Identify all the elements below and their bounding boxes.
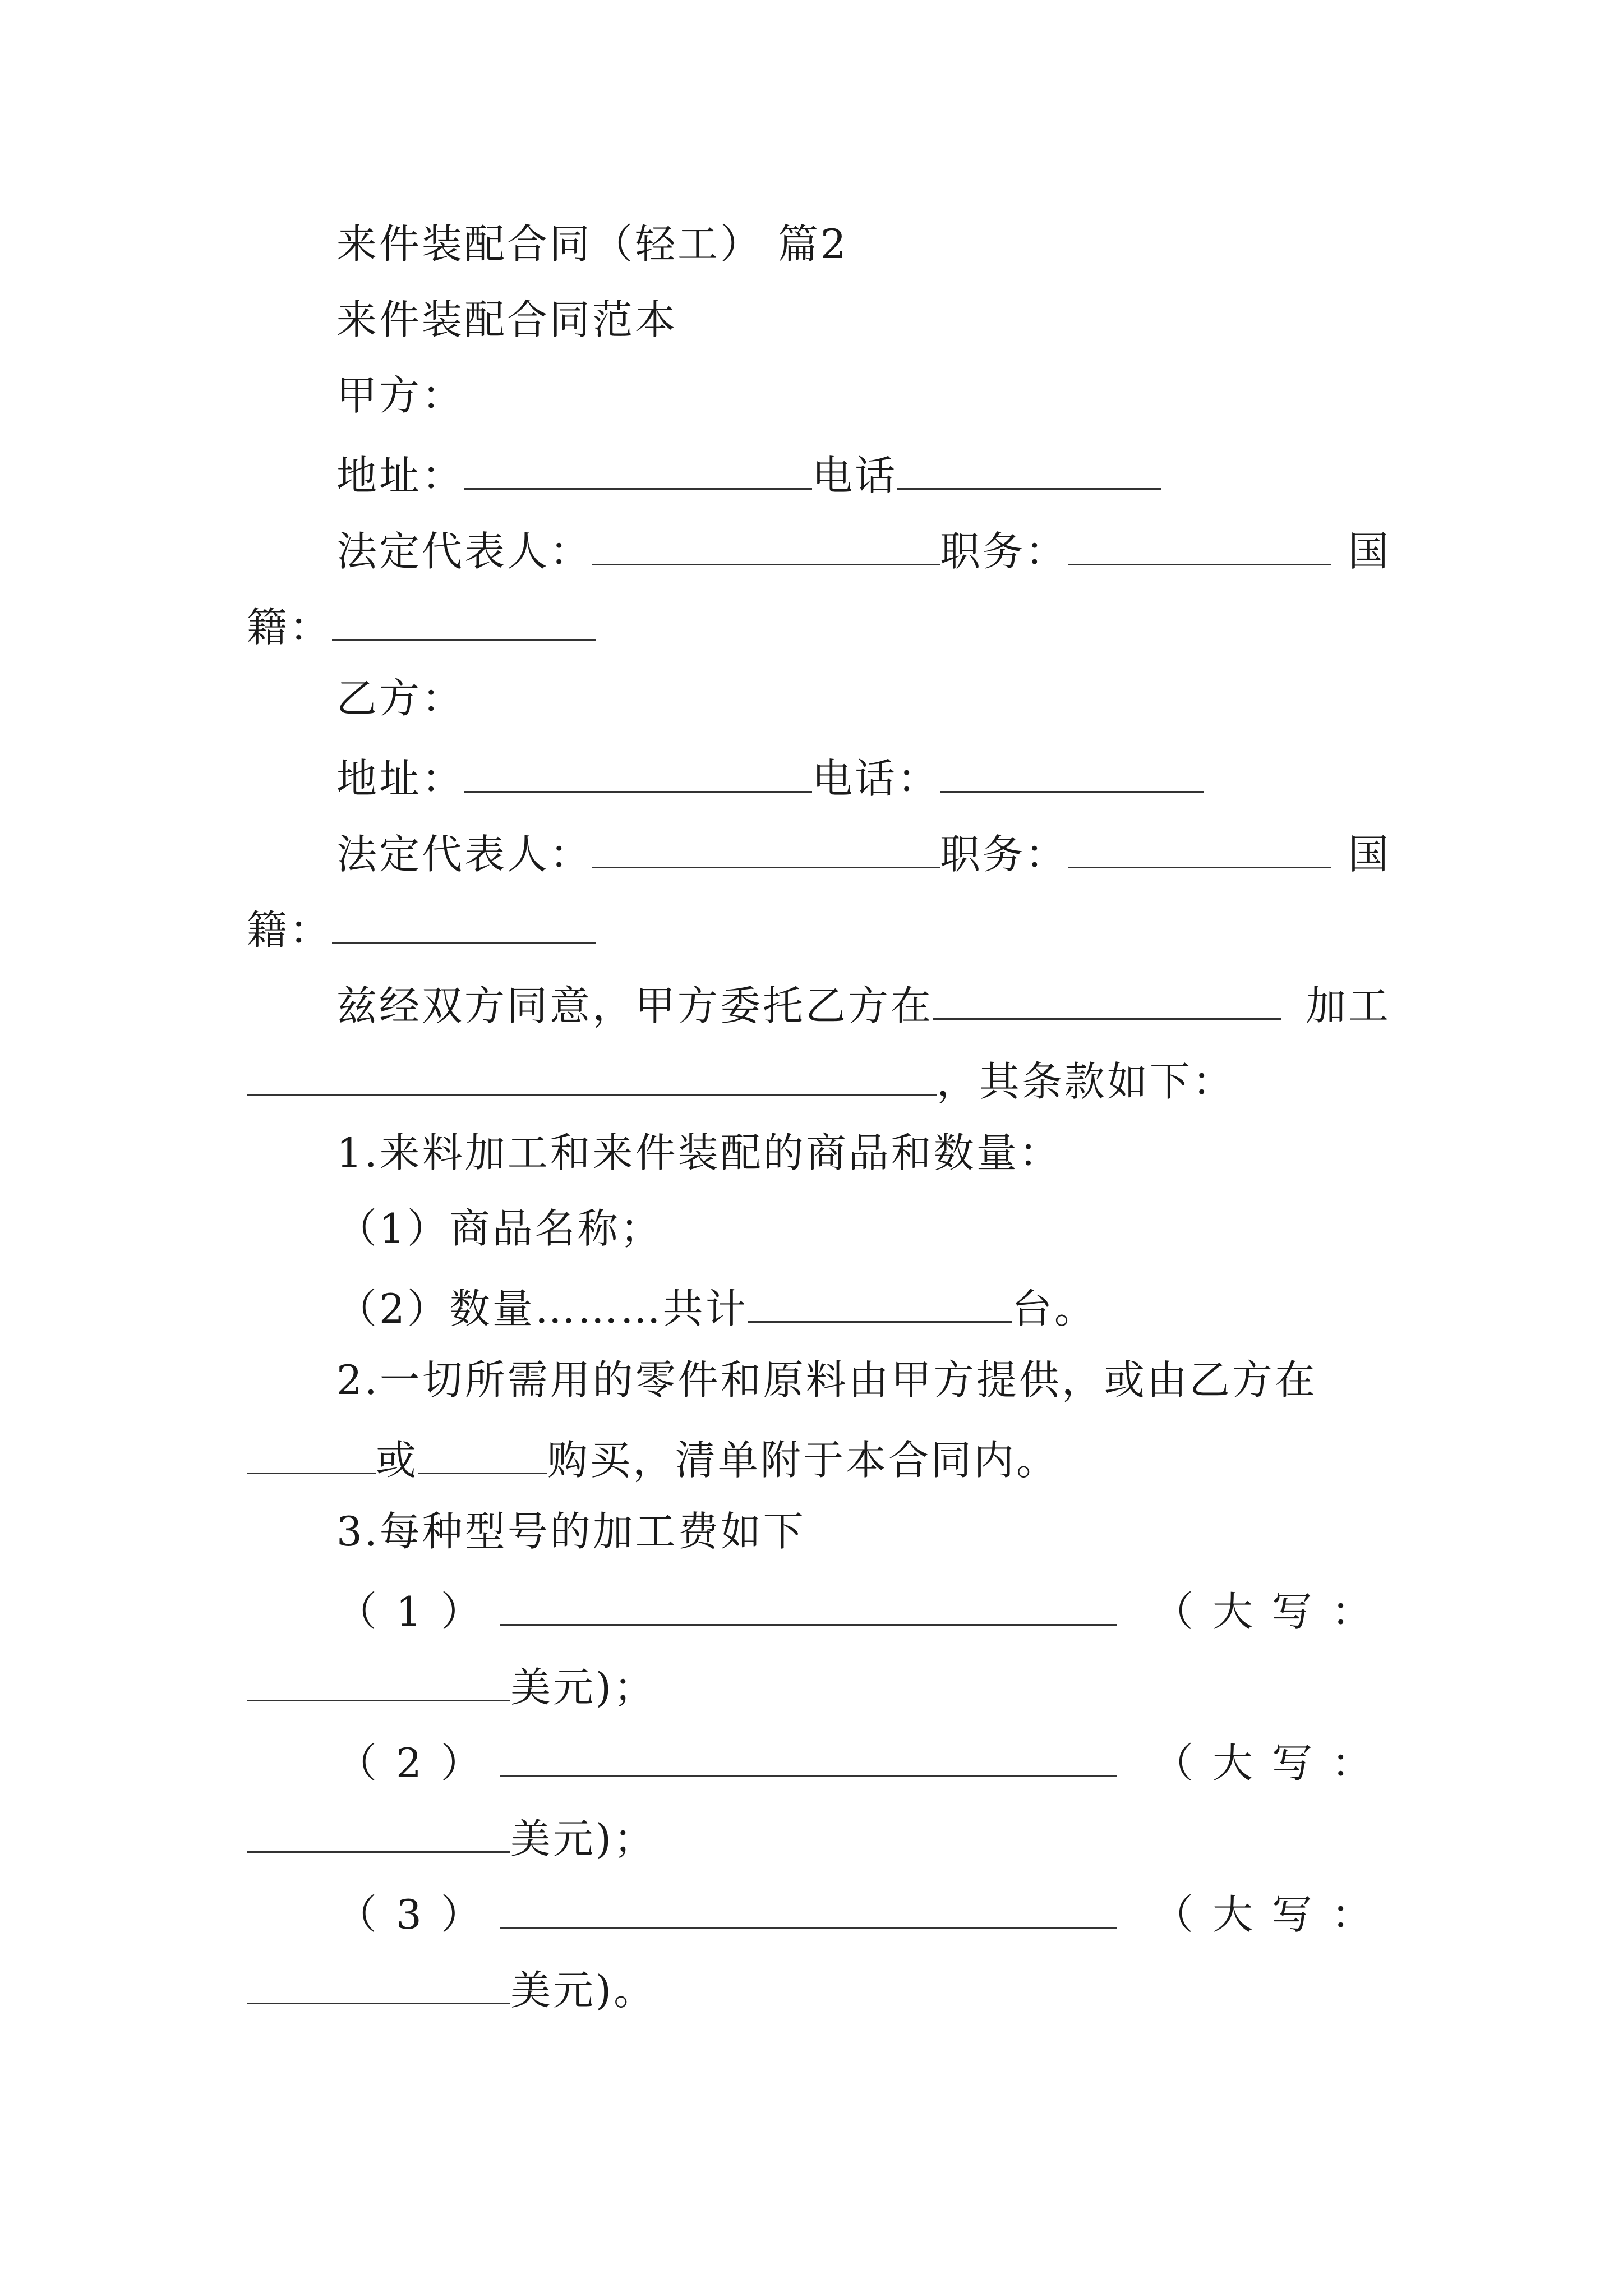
party-b-nationality-blank [332, 898, 596, 944]
fee-3-line: （3） （大写： [336, 1882, 1391, 1938]
intro-line-2: ，其条款如下： [247, 1049, 1391, 1105]
clause-3-title: 3.每种型号的加工费如下 [336, 1508, 806, 1555]
clause-1-item-1: （1）商品名称； [336, 1205, 663, 1252]
quantity-blank [748, 1276, 1012, 1323]
fee-1-amount-line: 美元)； [247, 1655, 1391, 1711]
clause-1-title: 1.来料加工和来件装配的商品和数量： [336, 1129, 1062, 1176]
party-b-address-line: 地址： 电话： [336, 746, 1391, 802]
party-a-label: 甲方： [336, 372, 465, 419]
clause-1-item-2: （2）数量………共计 台。 [336, 1276, 1391, 1332]
fee-3-amount-blank [247, 1958, 510, 2004]
fee-1-line: （1） （大写： [336, 1579, 1391, 1635]
item-blank [247, 1049, 937, 1096]
party-b-label: 乙方： [336, 675, 465, 722]
section-heading: 来件装配合同（轻工） 篇2 [336, 220, 849, 268]
contract-title: 来件装配合同范本 [336, 296, 678, 343]
fee-3-blank [500, 1882, 1117, 1929]
fee-1-amount-blank [247, 1655, 510, 1701]
intro-line-1: 兹经双方同意，甲方委托乙方在 加工 [336, 973, 1391, 1029]
party-a-phone-blank [897, 443, 1161, 490]
purchase-place-blank-1 [247, 1428, 376, 1474]
party-a-nationality-blank [332, 595, 596, 641]
fee-2-line: （2） （大写： [336, 1731, 1391, 1787]
party-b-phone-blank [940, 746, 1204, 793]
party-a-nationality-line: 籍： [247, 595, 1391, 651]
party-a-position-blank [1068, 519, 1331, 565]
fee-3-amount-line: 美元)。 [247, 1958, 1391, 2014]
clause-2-line-1: 2.一切所需用的零件和原料由甲方提供，或由乙方在 [336, 1356, 1317, 1404]
fee-2-amount-blank [247, 1806, 510, 1853]
party-a-address-line: 地址： 电话 [336, 443, 1391, 499]
party-b-position-blank [1068, 822, 1331, 868]
party-b-rep-blank [592, 822, 940, 868]
location-blank [933, 973, 1281, 1020]
fee-2-amount-line: 美元)； [247, 1806, 1391, 1862]
fee-2-blank [500, 1731, 1117, 1777]
party-a-rep-line: 法定代表人： 职务： 国 [336, 519, 1391, 575]
purchase-place-blank-2 [418, 1428, 547, 1474]
party-b-address-blank [464, 746, 812, 793]
fee-1-blank [500, 1579, 1117, 1626]
clause-2-line-2: 或 购买，清单附于本合同内。 [247, 1428, 1391, 1484]
party-a-rep-blank [592, 519, 940, 565]
party-b-rep-line: 法定代表人： 职务： 国 [336, 822, 1391, 878]
party-b-nationality-line: 籍： [247, 898, 1391, 954]
party-a-address-blank [464, 443, 812, 490]
